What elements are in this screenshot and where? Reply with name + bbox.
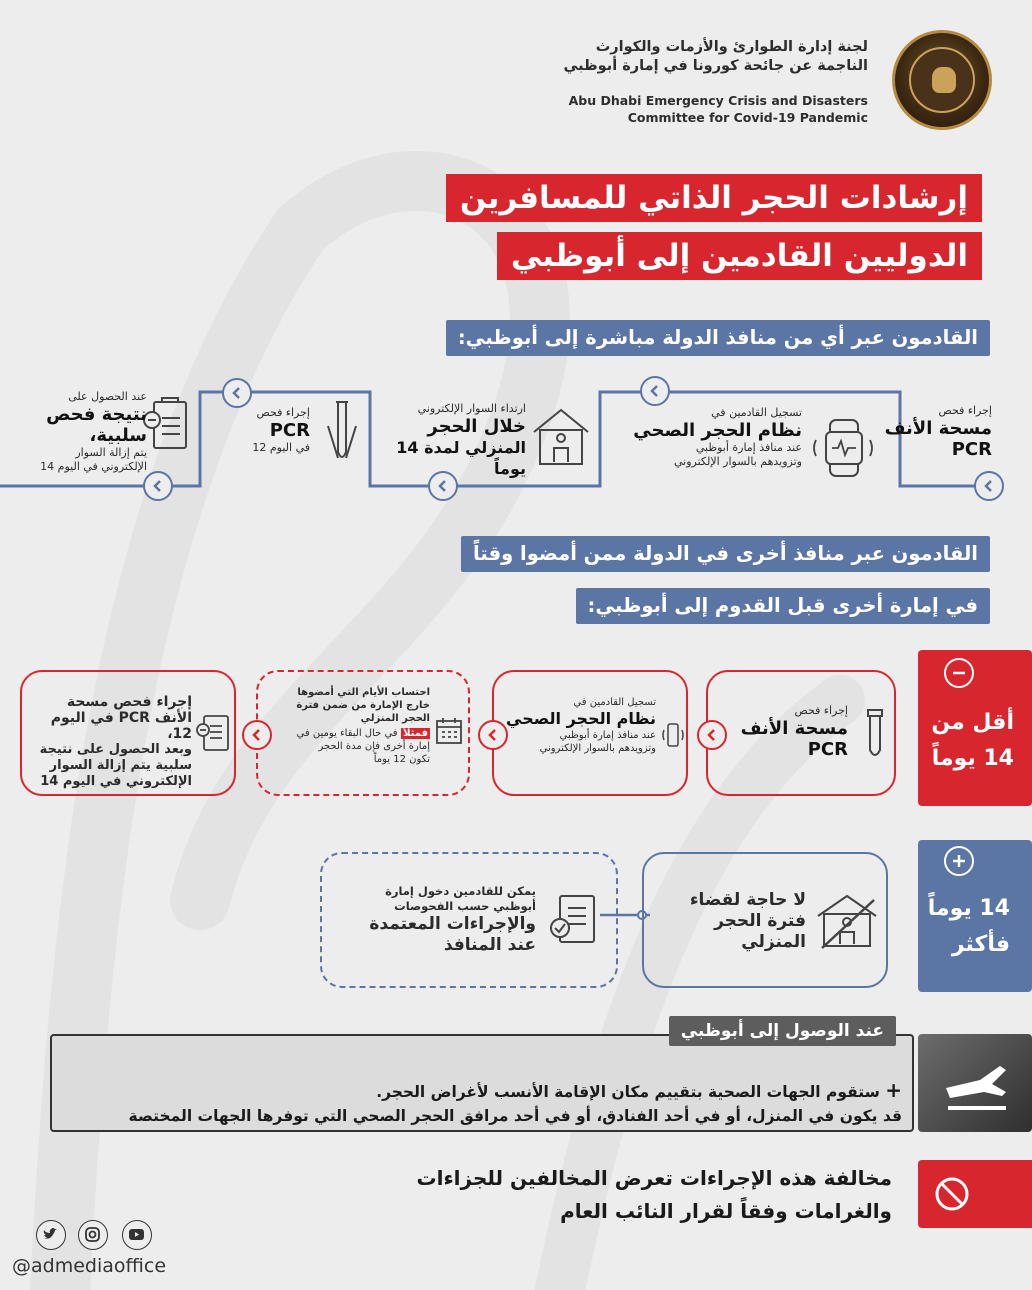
title-line1: إرشادات الحجر الذاتي للمسافرين bbox=[446, 174, 982, 222]
arrival-icon-box bbox=[918, 1034, 1032, 1132]
result-document-icon bbox=[140, 396, 192, 456]
less-card-quarantine-system: تسجيل القادمين في نظام الحجر الصحي عند منافذ إمارة أبوظبي وتزويدهم بالسوار الإلكتروني bbox=[492, 670, 688, 796]
prohibited-icon bbox=[932, 1174, 972, 1214]
calendar-icon bbox=[434, 716, 464, 746]
more-card-entry-procedures: يمكن للقادمين دخول إمارة أبوظبي حسب الفحوصات والإجراءات المعتمدة عند المنافذ bbox=[320, 852, 618, 988]
less-card-pcr-day12: إجراء فحص مسحة الأنف PCR في اليوم 12، وبعد الحصول على نتيجة سلبية يتم إزالة السوار الإلكتروني في اليوم 14 bbox=[20, 670, 236, 796]
section1-heading: القادمون عبر أي من منافذ الدولة مباشرة إلى أبوظبي: bbox=[446, 320, 990, 356]
eagle-emblem-icon bbox=[932, 67, 956, 93]
s1-chevron-3 bbox=[428, 471, 458, 501]
arrival-info-box bbox=[50, 1034, 914, 1132]
less-chevron-3 bbox=[242, 720, 272, 750]
arrival-line1: + ستقوم الجهات الصحية بتقييم مكان الإقامة الأنسب لأغراض الحجر. bbox=[376, 1078, 902, 1102]
warning-line1: مخالفة هذه الإجراءات تعرض المخالفين للجزاءات bbox=[416, 1166, 892, 1190]
s1-step-pcr-day12: إجراء فحص PCR في اليوم 12 bbox=[252, 406, 310, 454]
section2-heading1: القادمون عبر منافذ أخرى في الدولة ممن أمضوا وقتاً bbox=[461, 536, 990, 572]
home-quarantine-icon bbox=[528, 404, 594, 470]
s1-chevron-5 bbox=[143, 471, 173, 501]
s1-step-bracelet: ارتداء السوار الإلكتروني خلال الحجر المنزلي لمدة 14 يوماً bbox=[396, 402, 526, 478]
less-than-14-days-box bbox=[918, 650, 1032, 806]
less-label2: 14 يوماً bbox=[931, 746, 1014, 771]
org-ar-line2: الناجمة عن جائحة كورونا في إمارة أبوظبي bbox=[563, 58, 868, 74]
s1-step-negative-result: عند الحصول على نتيجة فحص سلبية، يتم إزالة السوار الإلكتروني في اليوم 14 bbox=[40, 390, 147, 473]
test-tube-icon bbox=[864, 706, 886, 760]
less-chevron-2 bbox=[478, 720, 508, 750]
s1-chevron-4 bbox=[222, 378, 252, 408]
test-tube-icon bbox=[322, 396, 362, 468]
warning-line2: والغرامات وفقاً لقرار النائب العام bbox=[560, 1199, 892, 1223]
more-card-no-quarantine: لا حاجة لقضاء فترة الحجر المنزلي bbox=[642, 852, 888, 988]
instagram-icon[interactable] bbox=[78, 1220, 108, 1250]
twitter-icon[interactable] bbox=[36, 1220, 66, 1250]
org-en-line2: Committee for Covid-19 Pandemic bbox=[627, 110, 868, 125]
section2-heading2: في إمارة أخرى قبل القدوم إلى أبوظبي: bbox=[576, 588, 990, 624]
council-seal-logo bbox=[892, 30, 992, 130]
minus-circle-icon bbox=[944, 658, 974, 688]
title-line2: الدوليين القادمين إلى أبوظبي bbox=[497, 232, 982, 280]
org-ar-line1: لجنة إدارة الطوارئ والأزمات والكوارث bbox=[595, 39, 868, 55]
more-label2: فأكثر bbox=[951, 932, 1010, 957]
org-name-english bbox=[569, 92, 868, 126]
s1-step-nasal-pcr: إجراء فحص مسحة الأنف PCR bbox=[884, 404, 992, 460]
s1-step-quarantine-system: تسجيل القادمين في نظام الحجر الصحي عند منافذ إمارة أبوظبي وتزويدهم بالسوار الإلكتروني bbox=[633, 406, 802, 468]
warning-text bbox=[292, 1162, 892, 1228]
more-label1: 14 يوماً bbox=[927, 896, 1010, 921]
less-label1: أقل من bbox=[931, 710, 1014, 735]
youtube-icon[interactable] bbox=[122, 1220, 152, 1250]
s1-chevron-1 bbox=[974, 471, 1004, 501]
org-en-line1: Abu Dhabi Emergency Crisis and Disasters bbox=[568, 93, 868, 108]
14-days-or-more-box bbox=[918, 840, 1032, 992]
no-home-quarantine-icon bbox=[814, 892, 880, 950]
less-chevron-1 bbox=[697, 720, 727, 750]
social-handle[interactable]: @admediaoffice bbox=[12, 1255, 167, 1277]
s1-chevron-2 bbox=[640, 376, 670, 406]
smart-bracelet-icon bbox=[808, 412, 880, 484]
result-document-icon bbox=[194, 712, 232, 756]
smart-bracelet-icon bbox=[662, 722, 684, 748]
less-card-count-days: احتساب الأيام التي أمضوها خارج الإمارة من ضمن فترة الحجر المنزلي فمثلاً في حال البقاء يومين في إمارة أخرى فإن مدة الحجر تكون 12 يوماً bbox=[256, 670, 470, 796]
arrival-heading: عند الوصول إلى أبوظبي bbox=[669, 1016, 896, 1046]
warning-icon-box bbox=[918, 1160, 1032, 1228]
plus-bullet: + bbox=[885, 1078, 902, 1102]
less-card-nasal-pcr: إجراء فحص مسحة الأنف PCR bbox=[706, 670, 896, 796]
arrival-line2: قد يكون في المنزل، أو في أحد الفنادق، أو في أحد مرافق الحجر الصحي التي توفرها الجهات المختصة bbox=[128, 1107, 902, 1125]
plane-landing-icon bbox=[940, 1048, 1012, 1120]
plus-circle-icon bbox=[944, 846, 974, 876]
org-name-arabic bbox=[563, 38, 868, 76]
checklist-document-icon bbox=[548, 892, 600, 950]
example-tag: فمثلاً bbox=[403, 728, 428, 739]
